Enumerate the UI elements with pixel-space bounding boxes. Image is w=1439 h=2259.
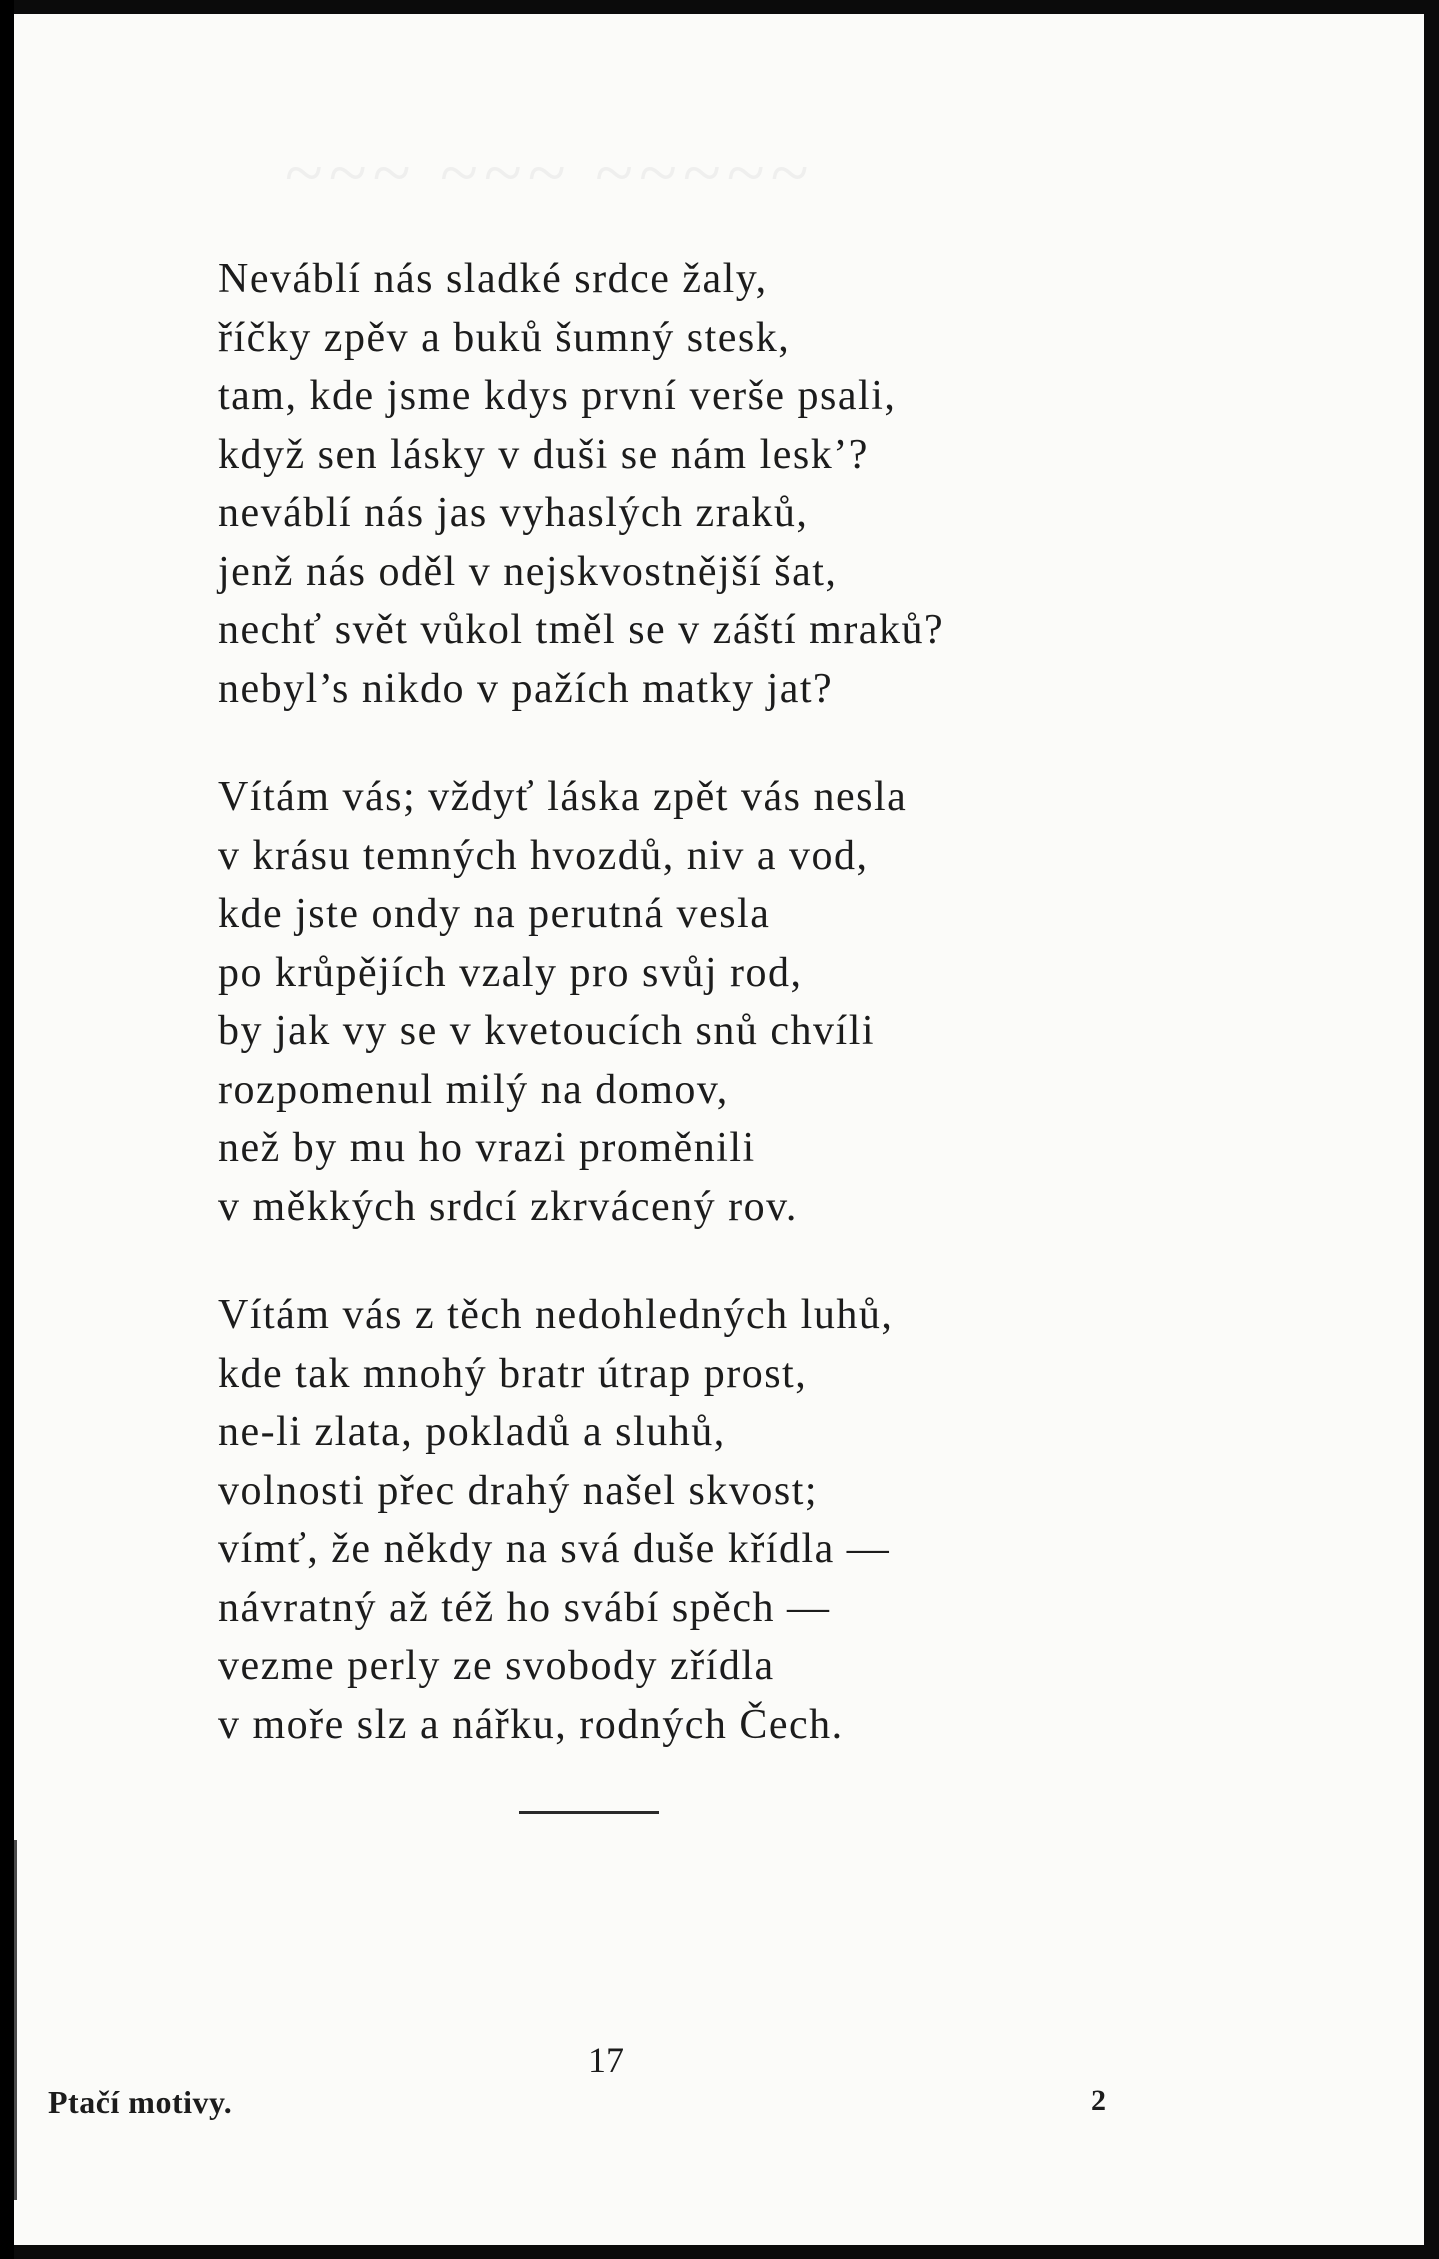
poem-line: nechť svět vůkol tměl se v záští mraků? (218, 607, 945, 653)
poem-line: než by mu ho vrazi proměnili (218, 1125, 756, 1171)
poem-line: nebyl’s nikdo v pažích matky jat? (218, 665, 834, 712)
poem-line: ne-li zlata, pokladů a sluhů, (218, 1409, 726, 1455)
bleed-through-text: ~~~ ~~~ ~~~~~ (284, 135, 814, 212)
poem-line: v moře slz a nářku, rodných Čech. (218, 1701, 844, 1748)
stanza-3 (218, 1286, 1218, 1754)
poem-line: volnosti přec drahý našel skvost; (218, 1467, 819, 1514)
scan-edge-left (0, 0, 14, 2259)
running-title: Ptačí motivy. (48, 2084, 233, 2120)
section-divider (519, 1811, 659, 1814)
poem-line: by jak vy se v kvetoucích snů chvíli (218, 1008, 876, 1054)
poem-line: vezme perly ze svobody zřídla (218, 1643, 775, 1689)
poem-line: Vítám vás z těch nedohledných luhů, (218, 1292, 894, 1338)
page-number: 17 (588, 2040, 624, 2080)
poem-line: po krůpějích vzaly pro svůj rod, (218, 949, 803, 996)
scan-edge-shadow (14, 1840, 17, 2200)
stanza-1 (218, 250, 1218, 718)
poem-line: rozpomenul milý na domov, (218, 1066, 729, 1113)
poem-line: v měkkých srdcí zkrvácený rov. (218, 1183, 798, 1230)
poem-line: v krásu temných hvozdů, niv a vod, (218, 832, 869, 879)
poem-line: kde jste ondy na perutná vesla (218, 891, 771, 937)
poem-line: Vítám vás; vždyť láska zpět vás nesla (218, 774, 908, 820)
book-page (14, 14, 1424, 2245)
poem (218, 250, 1218, 1804)
signature-mark: 2 (1091, 2084, 1106, 2117)
poem-line: neváblí nás jas vyhaslých zraků, (218, 490, 809, 536)
poem-line: jenž nás oděl v nejskvostnější šat, (218, 548, 838, 595)
poem-line: kde tak mnohý bratr útrap prost, (218, 1350, 808, 1397)
poem-line: vímť, že někdy na svá duše křídla — (218, 1526, 891, 1572)
stanza-2 (218, 768, 1218, 1236)
poem-line: návratný až též ho svábí spěch — (218, 1584, 831, 1631)
poem-line: Neváblí nás sladké srdce žaly, (218, 256, 768, 302)
poem-line: tam, kde jsme kdys první verše psali, (218, 373, 897, 419)
poem-line: říčky zpěv a buků šumný stesk, (218, 314, 791, 361)
poem-line: když sen lásky v duši se nám lesk’? (218, 431, 869, 478)
